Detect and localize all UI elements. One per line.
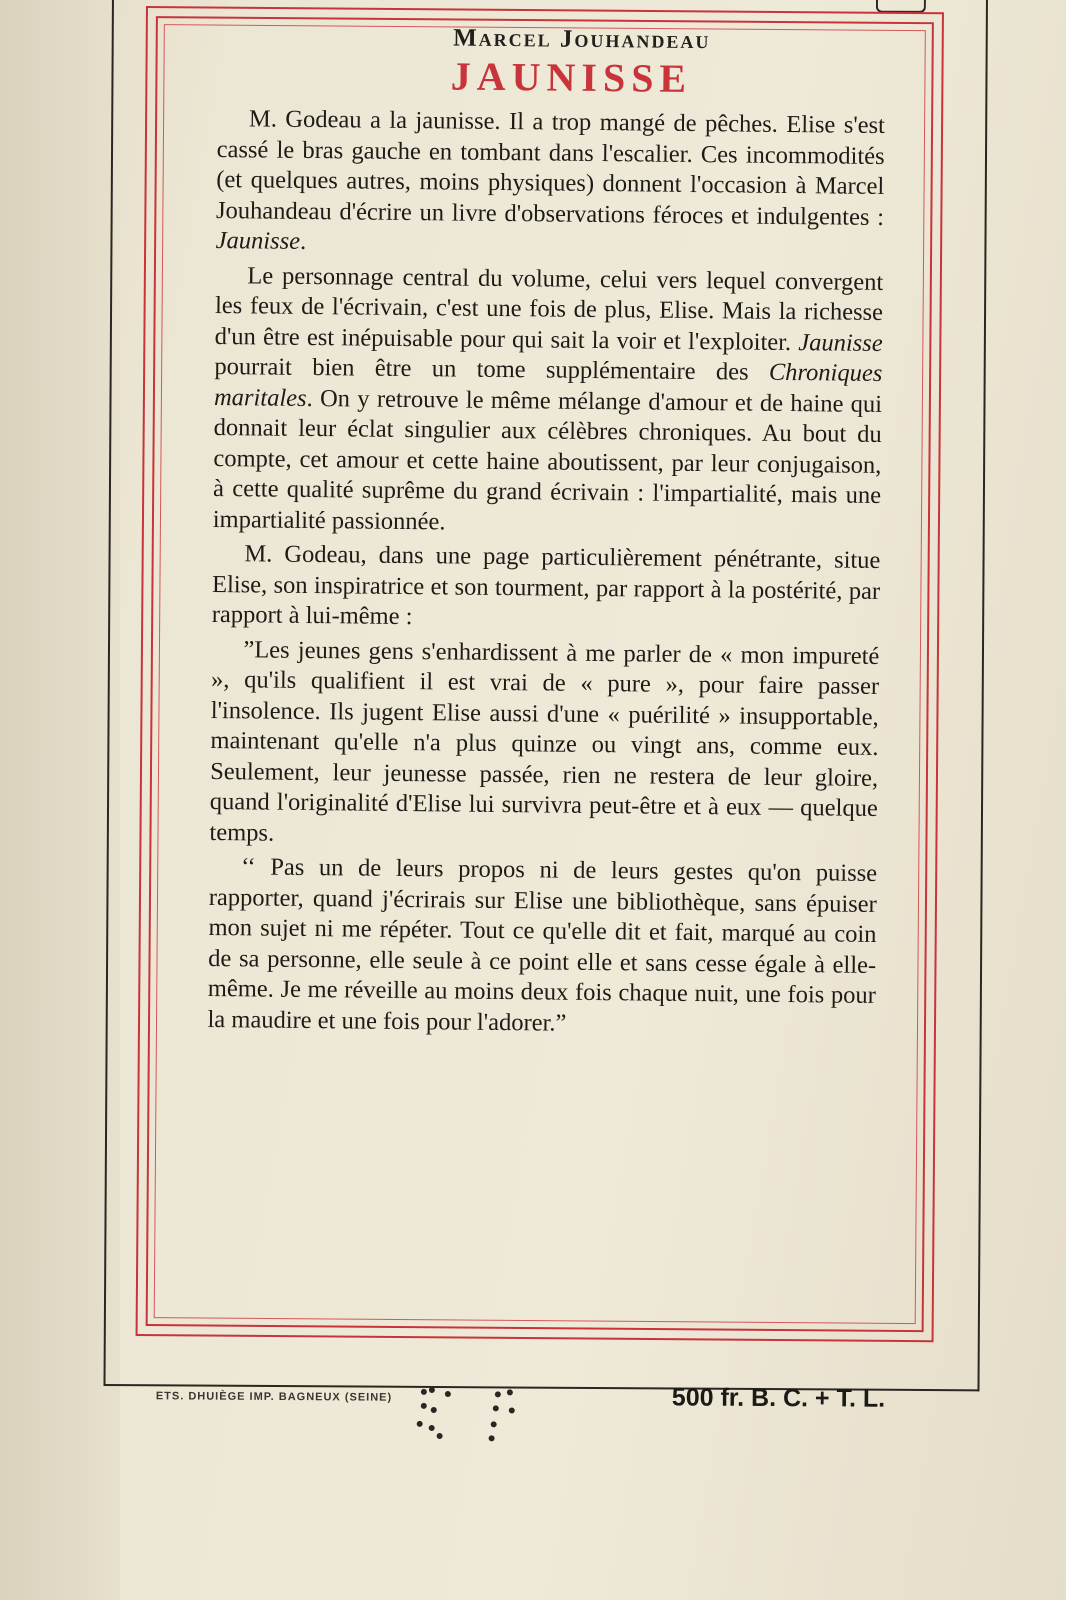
paragraph-2-text-c: . On y retrouve le même mélange d'amour et de haine qui donnait leur éclat singulier aux célèbres chroniques. Au bout du compte, cet amour et cette haine aboutissent, par leur conjugaison, à cette qualité suprême du grand écrivain : l'impartialité, mais une impartialité passionnée. (212, 384, 883, 535)
paragraph-2-series-ref: Chroniques maritales (213, 358, 883, 412)
paragraph-2-title-ref: Jaunisse (798, 328, 883, 357)
braille-mark-icon (410, 1384, 540, 1449)
footer-row (112, 1372, 988, 1457)
paragraph-2 (213, 260, 884, 541)
paragraph-1 (216, 104, 886, 263)
paragraph-1-text: M. Godeau a la jaunisse. Il a trop mangé de pêches. Elise s'est cassé le bras gauche en tombant dans l'escalier. Ces incommodités (et quelques autres, moins physiques) donnent l'occasion à Marcel Jouhandeau d'écrire un livre d'observations féroces et indulgentes : (215, 105, 886, 231)
paragraph-2-text-b: pourrait bien être un tome supplémentaire des (214, 352, 770, 386)
book-title: JAUNISSE (450, 53, 693, 101)
paragraph-1-end: . (299, 227, 307, 255)
paper-left-edge (0, 0, 120, 1600)
author-name: Marcel Jouhandeau (453, 24, 711, 55)
paragraph-5-quote: ‘‘ Pas un de leurs propos ni de leurs gestes qu'on puisse rapporter, quand j'écrirais sur Elise une bibliothèque, sans épuiser mon sujet ni me répéter. Tout ce qu'elle dit et fait, marqué au coin de sa personne, elle seule à ce point elle et sans cesse égale à elle-même. Je me réveille au moins deux fois chaque nuit, une fois pour la maudire et une fois pour l'adorer.” (207, 853, 878, 1037)
paragraph-2-text-a: Le personnage central du volume, celui vers lequel convergent les feux de l'écrivain, c'est une fois de plus, Elise. Mais la richesse d'un être est inépuisable pour qui sait la voir et l'exploiter. (214, 261, 884, 356)
price-label: 500 fr. B. C. + T. L. (671, 1383, 886, 1413)
back-cover-text (207, 22, 886, 1046)
paragraph-4-quote: ”Les jeunes gens s'enhardissent à me parler de « mon impureté », qu'ils qualifient il est vrai de « pure », pour faire passer l'insolence. Ils jugent Elise aussi d'une « puérilité » insupportable, maintenant qu'elle n'a plus quinze ou vingt ans, comme eux. Seulement, leur jeunesse passée, rien ne restera de leur gloire, quand l'originalité d'Elise lui survivra peut-être et à eux — quelque temps. (209, 635, 880, 847)
paragraph-3: M. Godeau, dans une page particulièrement pénétrante, situe Elise, son inspiratrice et son tourment, par rapport à la postérité, par rapport à lui-même : (211, 540, 881, 631)
paragraph-1-title-ref: Jaunisse (215, 226, 301, 255)
printer-imprint: ETS. DHUIÈGE IMP. BAGNEUX (SEINE) (155, 1390, 393, 1404)
